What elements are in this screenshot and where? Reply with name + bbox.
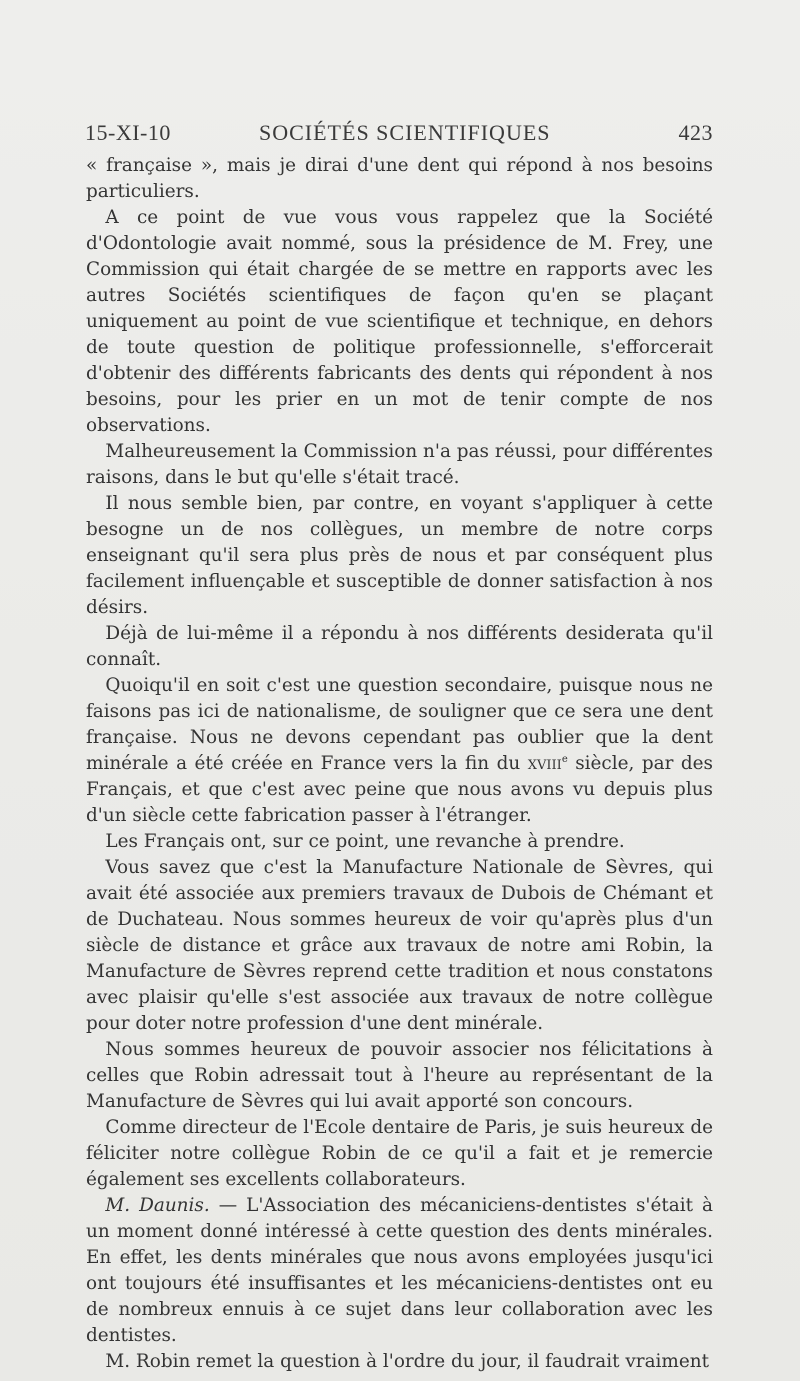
century-numeral: xviii: [527, 753, 562, 774]
em-dash: —: [209, 1195, 247, 1216]
paragraph-text: Il nous semble bien, par contre, en voyant s'appliquer à cette besogne un de nos collègues, un membre de notre corps enseignant qu'il sera plus près de nous et par conséquent plus facilement influençable et susceptible de donner satisfaction à nos désirs.: [86, 493, 713, 618]
header-title: SOCIÉTÉS SCIENTIFIQUES: [259, 120, 551, 145]
paragraph-text: M. Robin remet la question à l'ordre du jour, il faudrait vraiment: [105, 1351, 709, 1372]
paragraph: [86, 829, 713, 855]
header-date: 15-XI-10: [85, 120, 171, 145]
running-header: [85, 120, 713, 150]
paragraph-text: Nous sommes heureux de pouvoir associer nos félicitations à celles que Robin adressait tout à l'heure au représentant de la Manufacture de Sèvres qui lui avait apporté son concours.: [86, 1039, 713, 1112]
speaker-name: M. Daunis.: [105, 1195, 210, 1216]
body-text: [86, 153, 713, 1375]
paragraph: [86, 1115, 713, 1193]
paragraph-text: A ce point de vue vous vous rappelez que la Société d'Odontologie avait nommé, sous la présidence de M. Frey, une Commission qui était chargée de se mettre en rapports avec les autres Sociétés scientifiques de façon qu'en se plaçant uniquement au point de vue scientifique et technique, en dehors de toute question de politique professionnelle, s'efforcerait d'obtenir des différents fabricants des dents qui répondent à nos besoins, pour les prier en un mot de tenir compte de nos observations.: [86, 207, 713, 436]
paragraph-text: Malheureusement la Commission n'a pas réussi, pour différentes raisons, dans le but qu'elle s'était tracé.: [86, 441, 713, 488]
paragraph: [86, 205, 713, 439]
paragraph: [86, 491, 713, 621]
paragraph-text: Comme directeur de l'Ecole dentaire de Paris, je suis heureux de féliciter notre collègue Robin de ce qu'il a fait et je remercie également ses excellents collaborateurs.: [86, 1117, 713, 1190]
paragraph: « française », mais je dirai d'une dent qui répond à nos besoins particuliers.: [86, 155, 713, 202]
paragraph-text: Quoiqu'il en soit c'est une question secondaire, puisque nous ne faisons pas ici de nationalisme, de souligner que ce sera une dent française. Nous ne devons cependant pas oublier que la dent minérale a été créée en France vers la fin du: [86, 675, 713, 774]
paragraph-text: Déjà de lui-même il a répondu à nos différents desiderata qu'il connaît.: [86, 623, 713, 670]
paragraph-text: Les Français ont, sur ce point, une revanche à prendre.: [105, 831, 625, 852]
century-superscript: e: [561, 753, 568, 765]
paragraph-text: Vous savez que c'est la Manufacture Nationale de Sèvres, qui avait été associée aux premiers travaux de Dubois de Chémant et de Duchateau. Nous sommes heureux de voir qu'après plus d'un siècle de distance et grâce aux travaux de notre ami Robin, la Manufacture de Sèvres reprend cette tradition et nous constatons avec plaisir qu'elle s'est associée aux travaux de notre collègue pour doter notre profession d'une dent minérale.: [86, 857, 713, 1034]
paragraph: [86, 621, 713, 673]
paragraph-text: L'Association des mécaniciens-dentistes s'était à un moment donné intéressé à cette question des dents minérales. En effet, les dents minérales que nous avons employées jusqu'ici ont toujours été insuffisantes et les mécaniciens-dentistes ont eu de nombreux ennuis à ce sujet dans leur collaboration avec les dentistes.: [86, 1195, 713, 1346]
paragraph: [86, 1193, 713, 1349]
paragraph: [86, 855, 713, 1037]
paragraph: [86, 1037, 713, 1115]
page-number: 423: [678, 120, 713, 145]
paragraph: [86, 439, 713, 491]
paragraph-text: siècle, par des Français, et que c'est avec peine que nous avons vu depuis plus d'un siècle cette fabrication passer à l'étranger.: [86, 753, 713, 826]
paragraph: [86, 673, 713, 829]
paragraph: [86, 1349, 713, 1375]
